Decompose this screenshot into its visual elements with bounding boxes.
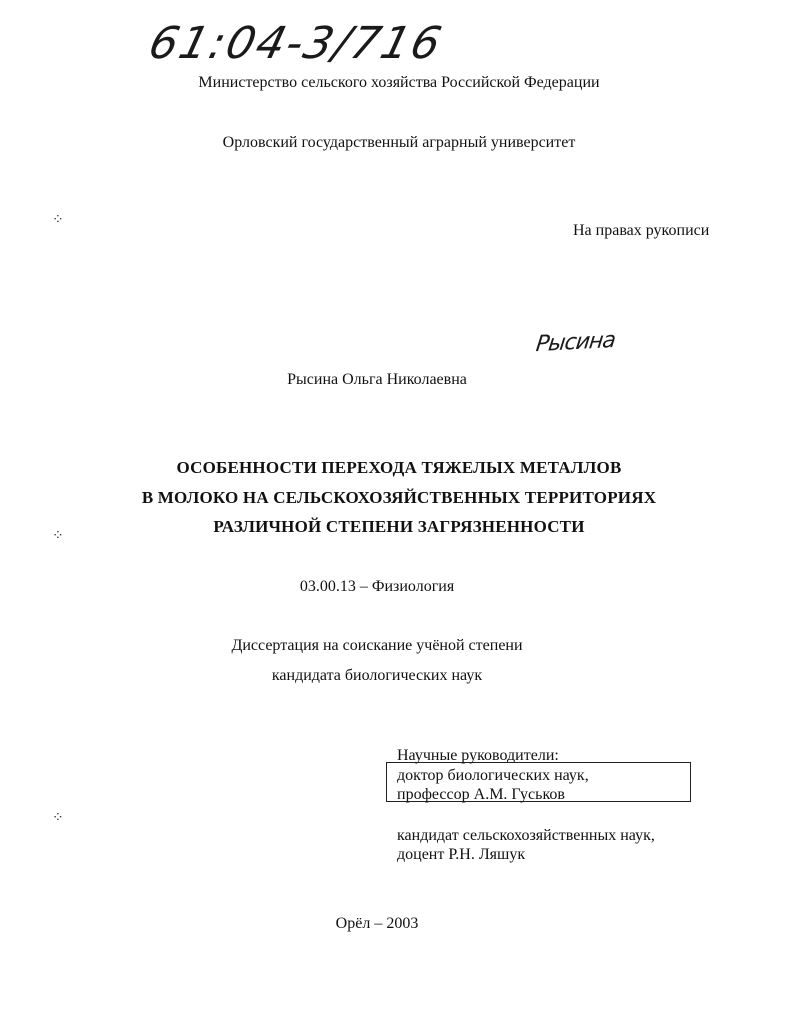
dissertation-title-line-3: РАЗЛИЧНОЙ СТЕПЕНИ ЗАГРЯЗНЕННОСТИ bbox=[213, 517, 585, 536]
university-name: Орловский государственный аграрный университет bbox=[222, 134, 576, 151]
supervisor-1-name: профессор А.М. Гуськов bbox=[397, 786, 565, 803]
dissertation-title-line-2: В МОЛОКО НА СЕЛЬСКОХОЗЯЙСТВЕННЫХ ТЕРРИТОРИЯХ bbox=[141, 488, 657, 507]
city-year: Орёл – 2003 bbox=[335, 915, 419, 932]
supervisors-heading: Научные руководители: bbox=[397, 747, 559, 764]
supervisor-2-degree: кандидат сельскохозяйственных наук, bbox=[397, 827, 655, 844]
margin-mark-1: ⁘ bbox=[52, 212, 64, 228]
author-name: Рысина Ольга Николаевна bbox=[287, 371, 467, 388]
supervisor-1-degree: доктор биологических наук, bbox=[397, 767, 589, 784]
degree-line-2: кандидата биологических наук bbox=[271, 667, 483, 684]
margin-mark-3: ⁘ bbox=[52, 810, 64, 826]
ministry-name: Министерство сельского хозяйства Российской Федерации bbox=[198, 74, 600, 91]
dissertation-title-line-1: ОСОБЕННОСТИ ПЕРЕХОДА ТЯЖЕЛЫХ МЕТАЛЛОВ bbox=[176, 458, 622, 477]
author-signature: Рысина bbox=[534, 327, 617, 358]
margin-mark-2: ⁘ bbox=[52, 528, 64, 544]
supervisor-2-name: доцент Р.Н. Ляшук bbox=[397, 846, 526, 863]
specialty-code: 03.00.13 – Физиология bbox=[299, 578, 455, 595]
degree-line-1: Диссертация на соискание учёной степени bbox=[231, 637, 523, 654]
manuscript-rights-note: На правах рукописи bbox=[573, 222, 710, 239]
archive-code-handwritten: 61:04-3/716 bbox=[143, 18, 448, 69]
